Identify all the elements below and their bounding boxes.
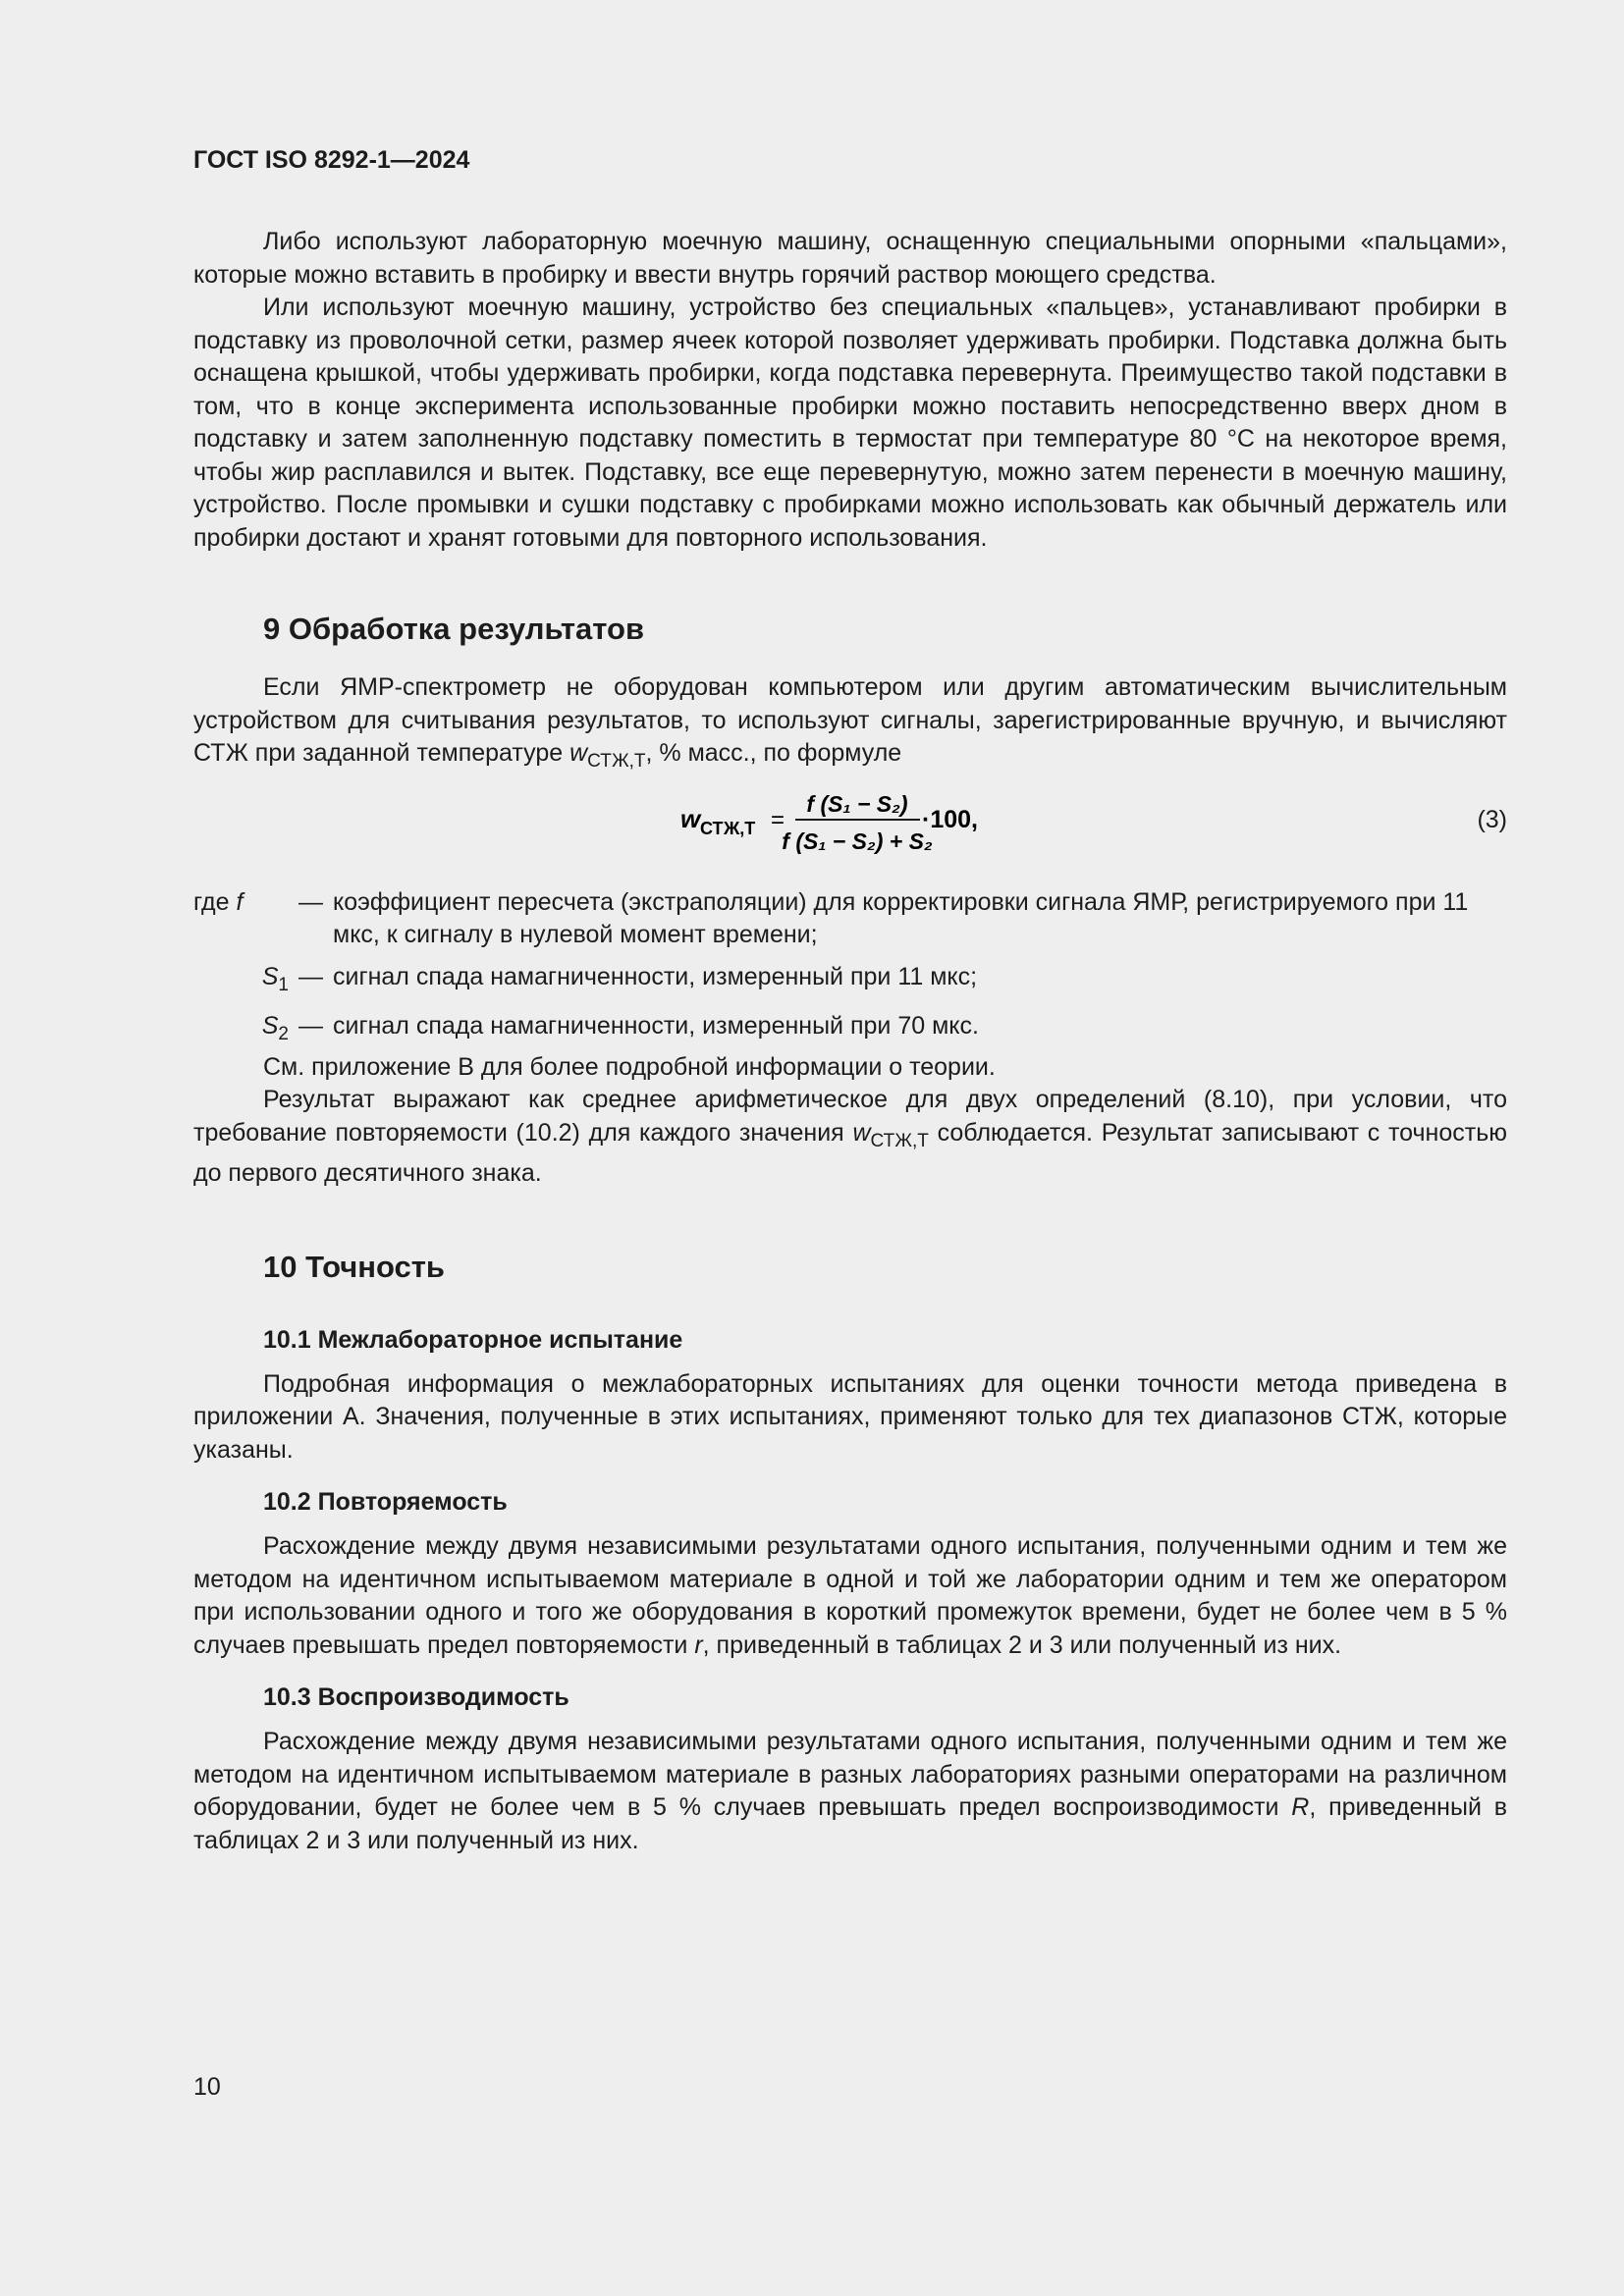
text-run: Расхождение между двумя независимыми результатами одного испытания, полученными одним и тем же методом на идентичном испытываемом материале в одной и той же лаборатории одним и тем же оператором при использовании одного и того же оборудования в короткий промежуток времени, будет не более чем в 5 % случаев превышать предел повторяемости bbox=[193, 1532, 1507, 1659]
formula-number: (3) bbox=[1477, 805, 1507, 833]
section-9-heading: 9 Обработка результатов bbox=[263, 612, 645, 646]
formula-graphic bbox=[680, 786, 1132, 859]
where-label: где bbox=[193, 887, 230, 916]
page-content bbox=[193, 226, 1507, 1857]
intro-paragraph-1: Либо используют лабораторную моечную машину, оснащенную специальными опорными «пальцами», которые можно вставить в пробирку и ввести внутрь горячий раствор моющего средства. bbox=[193, 228, 1507, 289]
symbol-s: S bbox=[261, 1012, 279, 1040]
variable-subscript: СТЖ,T bbox=[870, 1130, 929, 1151]
section-10-heading: 10 Точность bbox=[263, 1249, 445, 1284]
variable-subscript: СТЖ,T bbox=[587, 751, 646, 772]
document-header: ГОСТ ISO 8292-1—2024 bbox=[193, 146, 470, 174]
symbol-subscript: 2 bbox=[278, 1024, 289, 1044]
text-run: , приведенный в таблицах 2 и 3 или полученный из них. bbox=[193, 1793, 1507, 1854]
where-dash: — bbox=[298, 1012, 323, 1040]
where-item-s2 bbox=[193, 1010, 1507, 1051]
variable-w: w bbox=[852, 1118, 871, 1147]
formula-numerator: f (S₁ − S₂) bbox=[806, 790, 908, 817]
where-definition: коэффициент пересчета (экстраполяции) для корректировки сигнала ЯМР, регистрируемого при 11 мкс, к сигналу в нулевой момент времени; bbox=[333, 887, 1469, 948]
formula-equals: = bbox=[771, 806, 785, 833]
symbol-f: f bbox=[236, 887, 244, 916]
variable-w: w bbox=[569, 739, 588, 767]
where-dash: — bbox=[298, 887, 323, 916]
formula-lhs-sub: СТЖ,T bbox=[700, 818, 756, 838]
where-dash: — bbox=[298, 962, 323, 990]
where-symbol bbox=[193, 961, 289, 1002]
section-9-paragraph-1 bbox=[193, 671, 1507, 778]
section-10-3-text bbox=[193, 1726, 1507, 1857]
section-10-2-heading: 10.2 Повторяемость bbox=[263, 1488, 508, 1516]
where-list bbox=[193, 886, 1507, 1051]
formula-tail: ·100, bbox=[922, 805, 978, 833]
where-symbol bbox=[193, 886, 289, 952]
where-item-f bbox=[193, 886, 1507, 952]
section-10-1-heading: 10.1 Межлабораторное испытание bbox=[263, 1325, 683, 1354]
text-run: соблюдается. Результат записывают с точностью до первого десятичного знака. bbox=[193, 1118, 1507, 1187]
text-run: Если ЯМР-спектрометр не оборудован компьютером или другим автоматическим вычислительным устройством для считывания результатов, то используют сигналы, зарегистрированные вручную, и вычисляют СТЖ при заданной температуре bbox=[193, 673, 1507, 767]
section-10-3-heading: 10.3 Воспроизводимость bbox=[263, 1683, 569, 1711]
symbol-subscript: 1 bbox=[278, 974, 289, 995]
section-9-paragraph-3 bbox=[193, 1084, 1507, 1191]
where-definition: сигнал спада намагниченности, измеренный при 11 мкс; bbox=[333, 962, 978, 990]
formula-denominator: f (S₁ − S₂) + S₂ bbox=[782, 828, 933, 854]
where-item-s1 bbox=[193, 961, 1507, 1002]
section-10-2-text bbox=[193, 1530, 1507, 1662]
formula-3 bbox=[193, 786, 1507, 859]
section-9-paragraph-2: См. приложение В для более подробной информации о теории. bbox=[263, 1052, 996, 1081]
variable-r: r bbox=[694, 1630, 703, 1659]
section-10-1-text: Подробная информация о межлабораторных испытаниях для оценки точности метода приведена в приложении А. Значения, полученные в этих испытаниях, применяют только для тех диапазонов СТЖ, которые указаны. bbox=[193, 1369, 1507, 1464]
formula-lhs-var: w bbox=[680, 803, 701, 833]
page-number: 10 bbox=[193, 2073, 221, 2101]
where-symbol bbox=[193, 1010, 289, 1051]
text-run: Расхождение между двумя независимыми результатами одного испытания, полученными одним и тем же методом на идентичном испытываемом материале в разных лабораториях разными операторами на различном оборудовании, будет не более чем в 5 % случаев превышать предел воспроизводимости bbox=[193, 1728, 1507, 1821]
text-run: , приведенный в таблицах 2 и 3 или полученный из них. bbox=[702, 1630, 1342, 1659]
intro-paragraph-2: Или используют моечную машину, устройство без специальных «пальцев», устанавливают пробирки в подставку из проволочной сетки, размер ячеек которой позволяет удерживать пробирки. Подставка должна быть оснащена крышкой, чтобы удерживать пробирки, когда подставка перевернута. Преимущество такой подставки в том, что в конце эксперимента использованные пробирки можно поставить непосредственно вверх дном в подставку и затем заполненную подставку поместить в термостат при температуре 80 °С на некоторое время, чтобы жир расплавился и вытек. Подставку, все еще перевернутую, можно затем перенести в моечную машину, устройство. После промывки и сушки подставку с пробирками можно использовать как обычный держатель или пробирки достают и хранят готовыми для повторного использования. bbox=[193, 294, 1507, 552]
text-run: Результат выражают как среднее арифметическое для двух определений (8.10), при условии, что требование повторяемости (10.2) для каждого значения bbox=[193, 1086, 1507, 1147]
where-definition: сигнал спада намагниченности, измеренный при 70 мкс. bbox=[333, 1012, 979, 1040]
text-run: , % масс., по формуле bbox=[645, 739, 902, 767]
symbol-s: S bbox=[261, 962, 279, 990]
variable-R: R bbox=[1291, 1793, 1310, 1821]
